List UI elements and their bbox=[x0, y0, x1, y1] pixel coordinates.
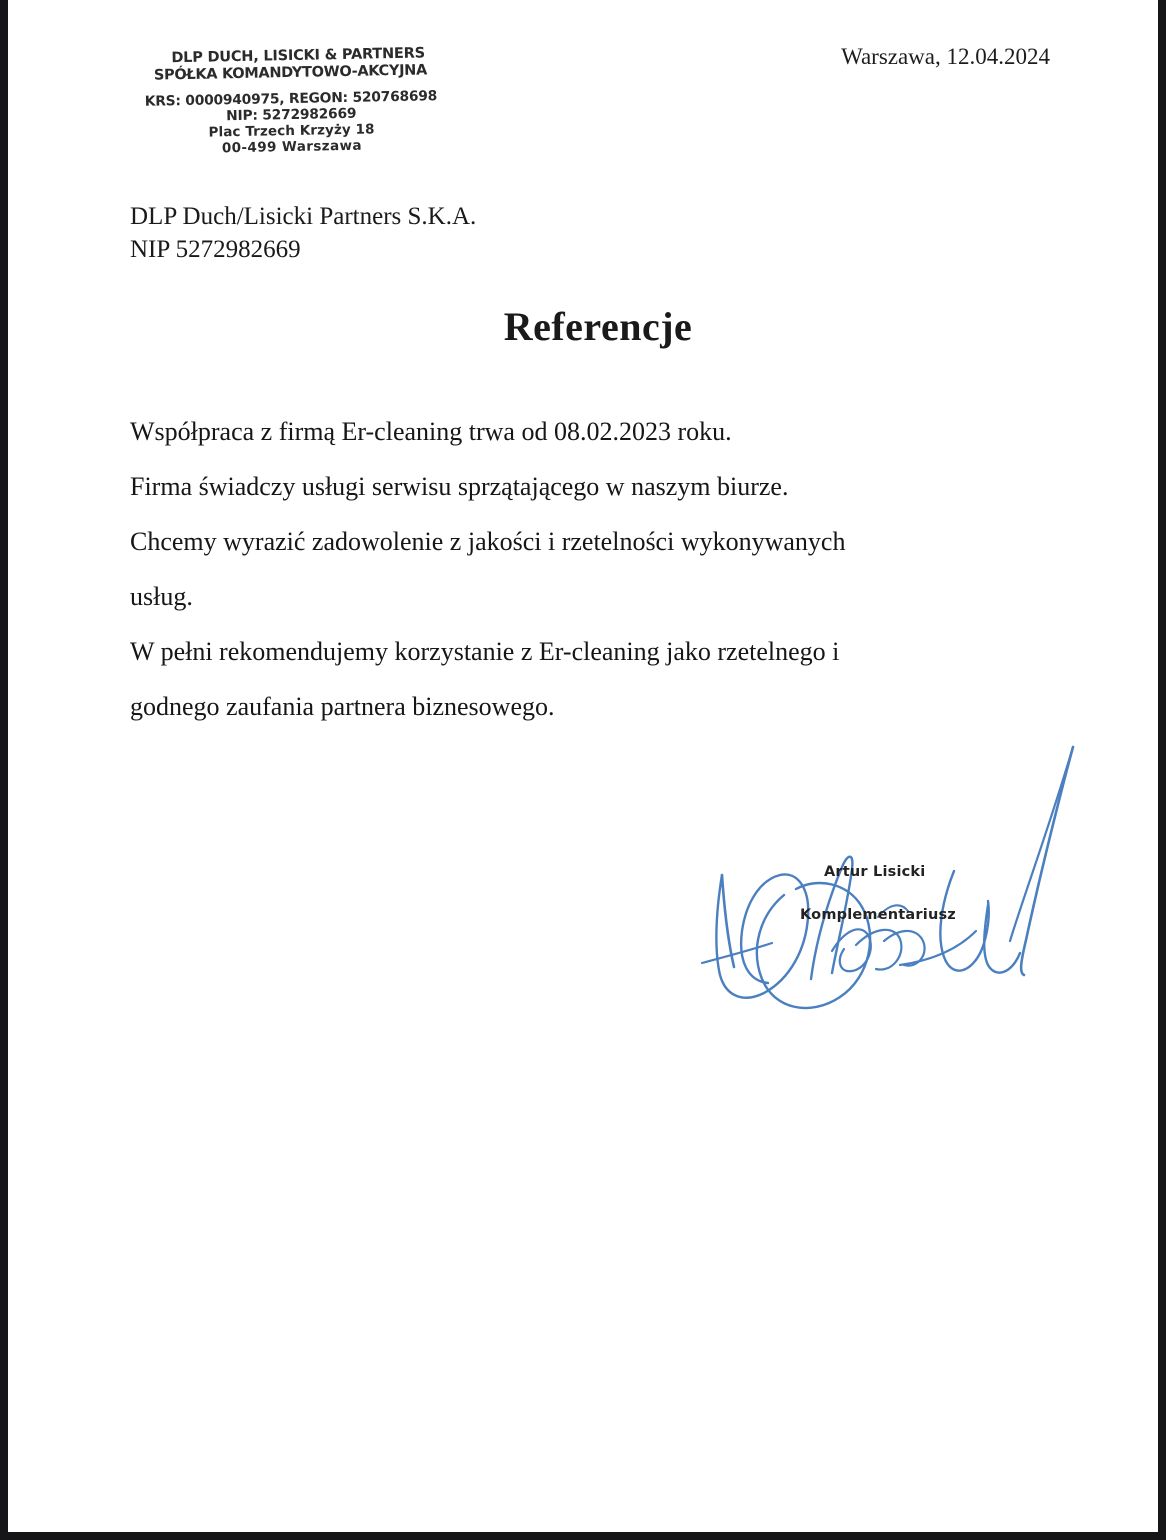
document-page bbox=[8, 0, 1158, 1532]
page-title: Referencje bbox=[503, 304, 693, 349]
addressee-company: DLP Duch/Lisicki Partners S.K.A. bbox=[130, 203, 477, 230]
document-date: Warszawa, 12.04.2024 bbox=[841, 44, 1050, 69]
body-paragraph: Chcemy wyrazić zadowolenie z jakości i rzetelności wykonywanych bbox=[130, 527, 846, 556]
stamp-address-line: Plac Trzech Krzyży 18 bbox=[208, 121, 375, 141]
body-paragraph: Współpraca z firmą Er-cleaning trwa od 08.02.2023 roku. bbox=[130, 417, 732, 446]
addressee-block bbox=[130, 200, 476, 266]
handwritten-signature bbox=[688, 735, 1088, 1035]
signer-name: Artur Lisicki bbox=[824, 864, 926, 880]
stamp-city-line: 00-499 Warszawa bbox=[221, 137, 363, 157]
addressee-nip: NIP 5272982669 bbox=[130, 236, 301, 263]
stamp-company-name-line-2: SPÓŁKA KOMANDYTOWO-AKCYJNA bbox=[153, 62, 428, 84]
body-paragraph: godnego zaufania partnera biznesowego. bbox=[130, 692, 555, 721]
stamp-krs-regon-line: KRS: 0000940975, REGON: 520768698 bbox=[144, 88, 438, 110]
body-paragraph: W pełni rekomendujemy korzystanie z Er-cleaning jako rzetelnego i bbox=[130, 637, 840, 666]
letter-body bbox=[130, 404, 1010, 734]
body-paragraph: usług. bbox=[130, 582, 193, 611]
stamp-nip-line: NIP: 5272982669 bbox=[226, 105, 357, 125]
body-paragraph: Firma świadczy usługi serwisu sprzątającego w naszym biurze. bbox=[130, 472, 789, 501]
signer-role: Komplementariusz bbox=[800, 907, 956, 923]
stamp-company-name-line-1: DLP DUCH, LISICKI & PARTNERS bbox=[171, 45, 426, 67]
signature-block bbox=[688, 735, 1088, 1035]
company-stamp bbox=[125, 45, 457, 158]
